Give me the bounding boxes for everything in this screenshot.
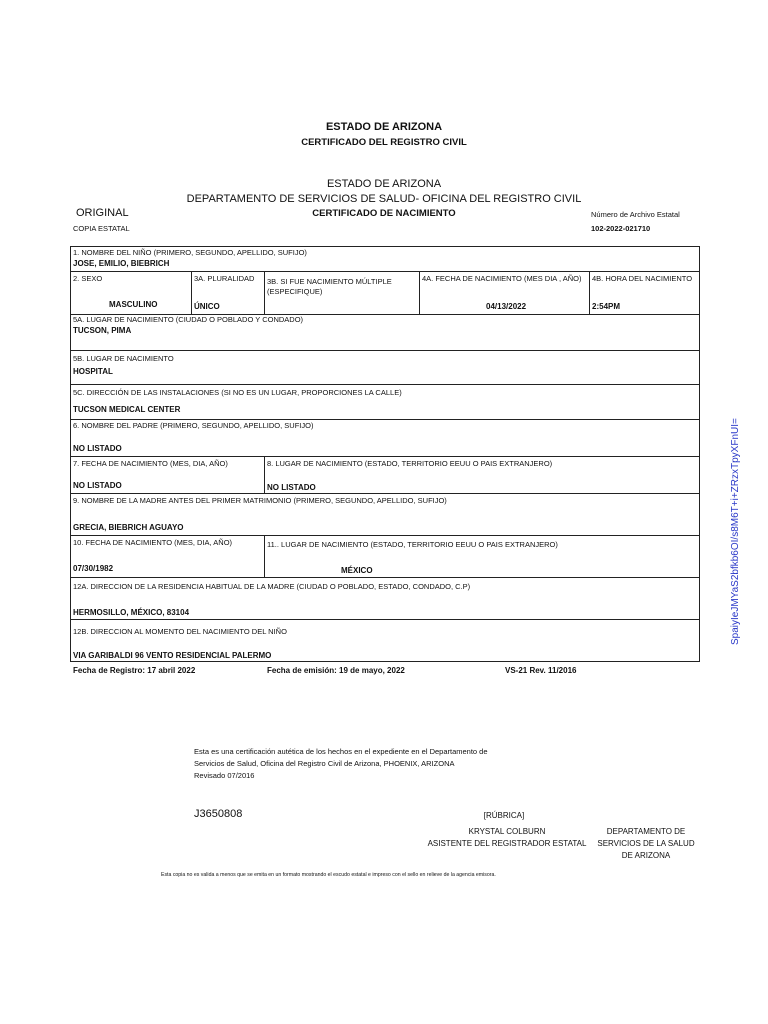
certification-line-1: Esta es una certificación autética de los hechos en el expediente en el Departamento de	[194, 747, 488, 756]
row-place-type	[71, 351, 699, 385]
cell-plurality	[192, 272, 265, 314]
address-label: 12B. DIRECCION AL MOMENTO DEL NACIMIENTO DEL NIÑO	[73, 627, 287, 636]
facility-value: TUCSON MEDICAL CENTER	[73, 405, 181, 414]
child-name-value: JOSE, EMILIO, BIEBRICH	[73, 259, 170, 268]
row-address	[71, 620, 699, 661]
residence-value: HERMOSILLO, MÉXICO, 83104	[73, 608, 190, 617]
mother-label: 9. NOMBRE DE LA MADRE ANTES DEL PRIMER MATRIMONIO (PRIMERO, SEGUNDO, APELLIDO, SUFIJO)	[73, 496, 447, 505]
place-type-value: HOSPITAL	[73, 367, 113, 376]
address-value: VIA GARIBALDI 96 VENTO RESIDENCIAL PALERMO	[73, 651, 272, 660]
certification-line-3: Revisado 07/2016	[194, 771, 255, 780]
cell-birth-time	[590, 272, 699, 314]
mother-value: GRECIA, BIEBRICH AGUAYO	[73, 523, 184, 532]
file-number-label: Número de Archivo Estatal	[591, 210, 680, 219]
signer-block	[412, 826, 602, 850]
child-name-label: 1. NOMBRE DEL NIÑO (PRIMERO, SEGUNDO, APELLIDO, SUFIJO)	[73, 248, 307, 257]
row-mother-birth	[71, 536, 699, 578]
birth-time-label: 4B. HORA DEL NACIMIENTO	[592, 274, 693, 283]
residence-label: 12A. DIRECCION DE LA RESIDENCIA HABITUAL DE LA MADRE (CIUDAD O POBLADO, ESTADO, CONDADO, C.P)	[73, 582, 471, 591]
facility-label: 5C. DIRECCIÓN DE LAS INSTALACIONES (SI NO ES UN LUGAR, PROPORCIONES LA CALLE)	[73, 388, 402, 397]
cell-father-pob	[265, 457, 699, 493]
validity-notice: Esta copia no es valida a menos que se emita en un formato mostrando el escudo estatal e impreso con el sello en relieve de la agencia emisora.	[161, 872, 496, 878]
verification-code: SpaiyIeJMYaS2bfkb6OI/s8M6T+i+ZRzxTpyXFnUI=	[730, 418, 741, 645]
department-line-3: DE ARIZONA	[621, 851, 671, 860]
mother-dob-label: 10. FECHA DE NACIMIENTO (MES, DIA, AÑO)	[73, 538, 233, 547]
plurality-value: ÚNICO	[194, 302, 220, 311]
row-residence	[71, 578, 699, 620]
serial-number: J3650808	[194, 808, 243, 820]
department-heading: DEPARTAMENTO DE SERVICIOS DE SALUD- OFICINA DEL REGISTRO CIVIL	[186, 193, 582, 205]
row-sex-plurality	[71, 272, 699, 315]
certificate-title: CERTIFICADO DE NACIMIENTO	[312, 208, 456, 219]
department-line-1: DEPARTAMENTO DE	[606, 827, 686, 836]
place-label: 5A. LUGAR DE NACIMIENTO (CIUDAD O POBLADO Y CONDADO)	[73, 315, 304, 324]
file-number: 102-2022-021710	[591, 224, 651, 233]
signer-name: KRYSTAL COLBURN	[468, 827, 546, 836]
mother-pob-value: MÉXICO	[341, 566, 373, 575]
place-type-label: 5B. LUGAR DE NACIMIENTO	[73, 354, 174, 363]
father-dob-value: NO LISTADO	[73, 481, 122, 490]
certification-text	[194, 746, 488, 782]
row-child-name	[71, 247, 699, 272]
row-mother	[71, 494, 699, 536]
row-facility	[71, 385, 699, 420]
state-subheading: ESTADO DE ARIZONA	[326, 178, 442, 190]
birth-time-value: 2:54PM	[592, 302, 621, 311]
father-pob-label: 8. LUGAR DE NACIMIENTO (ESTADO, TERRITORIO EEUU O PAIS EXTRANJERO)	[267, 459, 553, 468]
multiple-label: 3B. SI FUE NACIMIENTO MÚLTIPLE (ESPECIFIQUE)	[267, 277, 392, 296]
sex-label: 2. SEXO	[73, 274, 103, 283]
father-dob-label: 7. FECHA DE NACIMIENTO (MES, DIA, AÑO)	[73, 459, 228, 468]
rubric-mark: [RÚBRICA]	[483, 811, 525, 820]
cell-mother-pob	[265, 536, 699, 577]
registry-heading: CERTIFICADO DEL REGISTRO CIVIL	[301, 137, 467, 148]
sex-value: MASCULINO	[109, 300, 158, 309]
cell-mother-dob	[71, 536, 265, 577]
issue-date: Fecha de emisión: 19 de mayo, 2022	[267, 666, 405, 675]
form-code: VS-21 Rev. 11/2016	[505, 666, 577, 675]
cell-multiple	[265, 272, 420, 314]
copy-label: COPIA ESTATAL	[73, 224, 130, 233]
registration-date: Fecha de Registro: 17 abril 2022	[73, 666, 196, 675]
signer-title: ASISTENTE DEL REGISTRADOR ESTATAL	[427, 839, 587, 848]
original-label: ORIGINAL	[76, 207, 129, 219]
place-value: TUCSON, PIMA	[73, 326, 132, 335]
department-block	[584, 826, 708, 862]
father-value: NO LISTADO	[73, 444, 122, 453]
state-heading: ESTADO DE ARIZONA	[325, 121, 443, 133]
row-father-birth	[71, 457, 699, 494]
cell-father-dob	[71, 457, 265, 493]
birth-certificate-form	[70, 246, 700, 662]
birth-date-label: 4A. FECHA DE NACIMIENTO (MES DIA , AÑO)	[422, 274, 582, 283]
birth-date-value: 04/13/2022	[486, 302, 527, 311]
row-father	[71, 420, 699, 457]
department-line-2: SERVICIOS DE LA SALUD	[597, 839, 695, 848]
row-place	[71, 315, 699, 351]
cell-sex	[71, 272, 192, 314]
cell-birth-date	[420, 272, 590, 314]
plurality-label: 3A. PLURALIDAD	[194, 274, 255, 283]
father-pob-value: NO LISTADO	[267, 483, 316, 492]
father-label: 6. NOMBRE DEL PADRE (PRIMERO, SEGUNDO, APELLIDO, SUFIJO)	[73, 421, 314, 430]
mother-pob-label: 11.. LUGAR DE NACIMIENTO (ESTADO, TERRITORIO EEUU O PAIS EXTRANJERO)	[267, 540, 558, 549]
certification-line-2: Servicios de Salud, Oficina del Registro Civil de Arizona, PHOENIX, ARIZONA	[194, 759, 455, 768]
mother-dob-value: 07/30/1982	[73, 564, 114, 573]
